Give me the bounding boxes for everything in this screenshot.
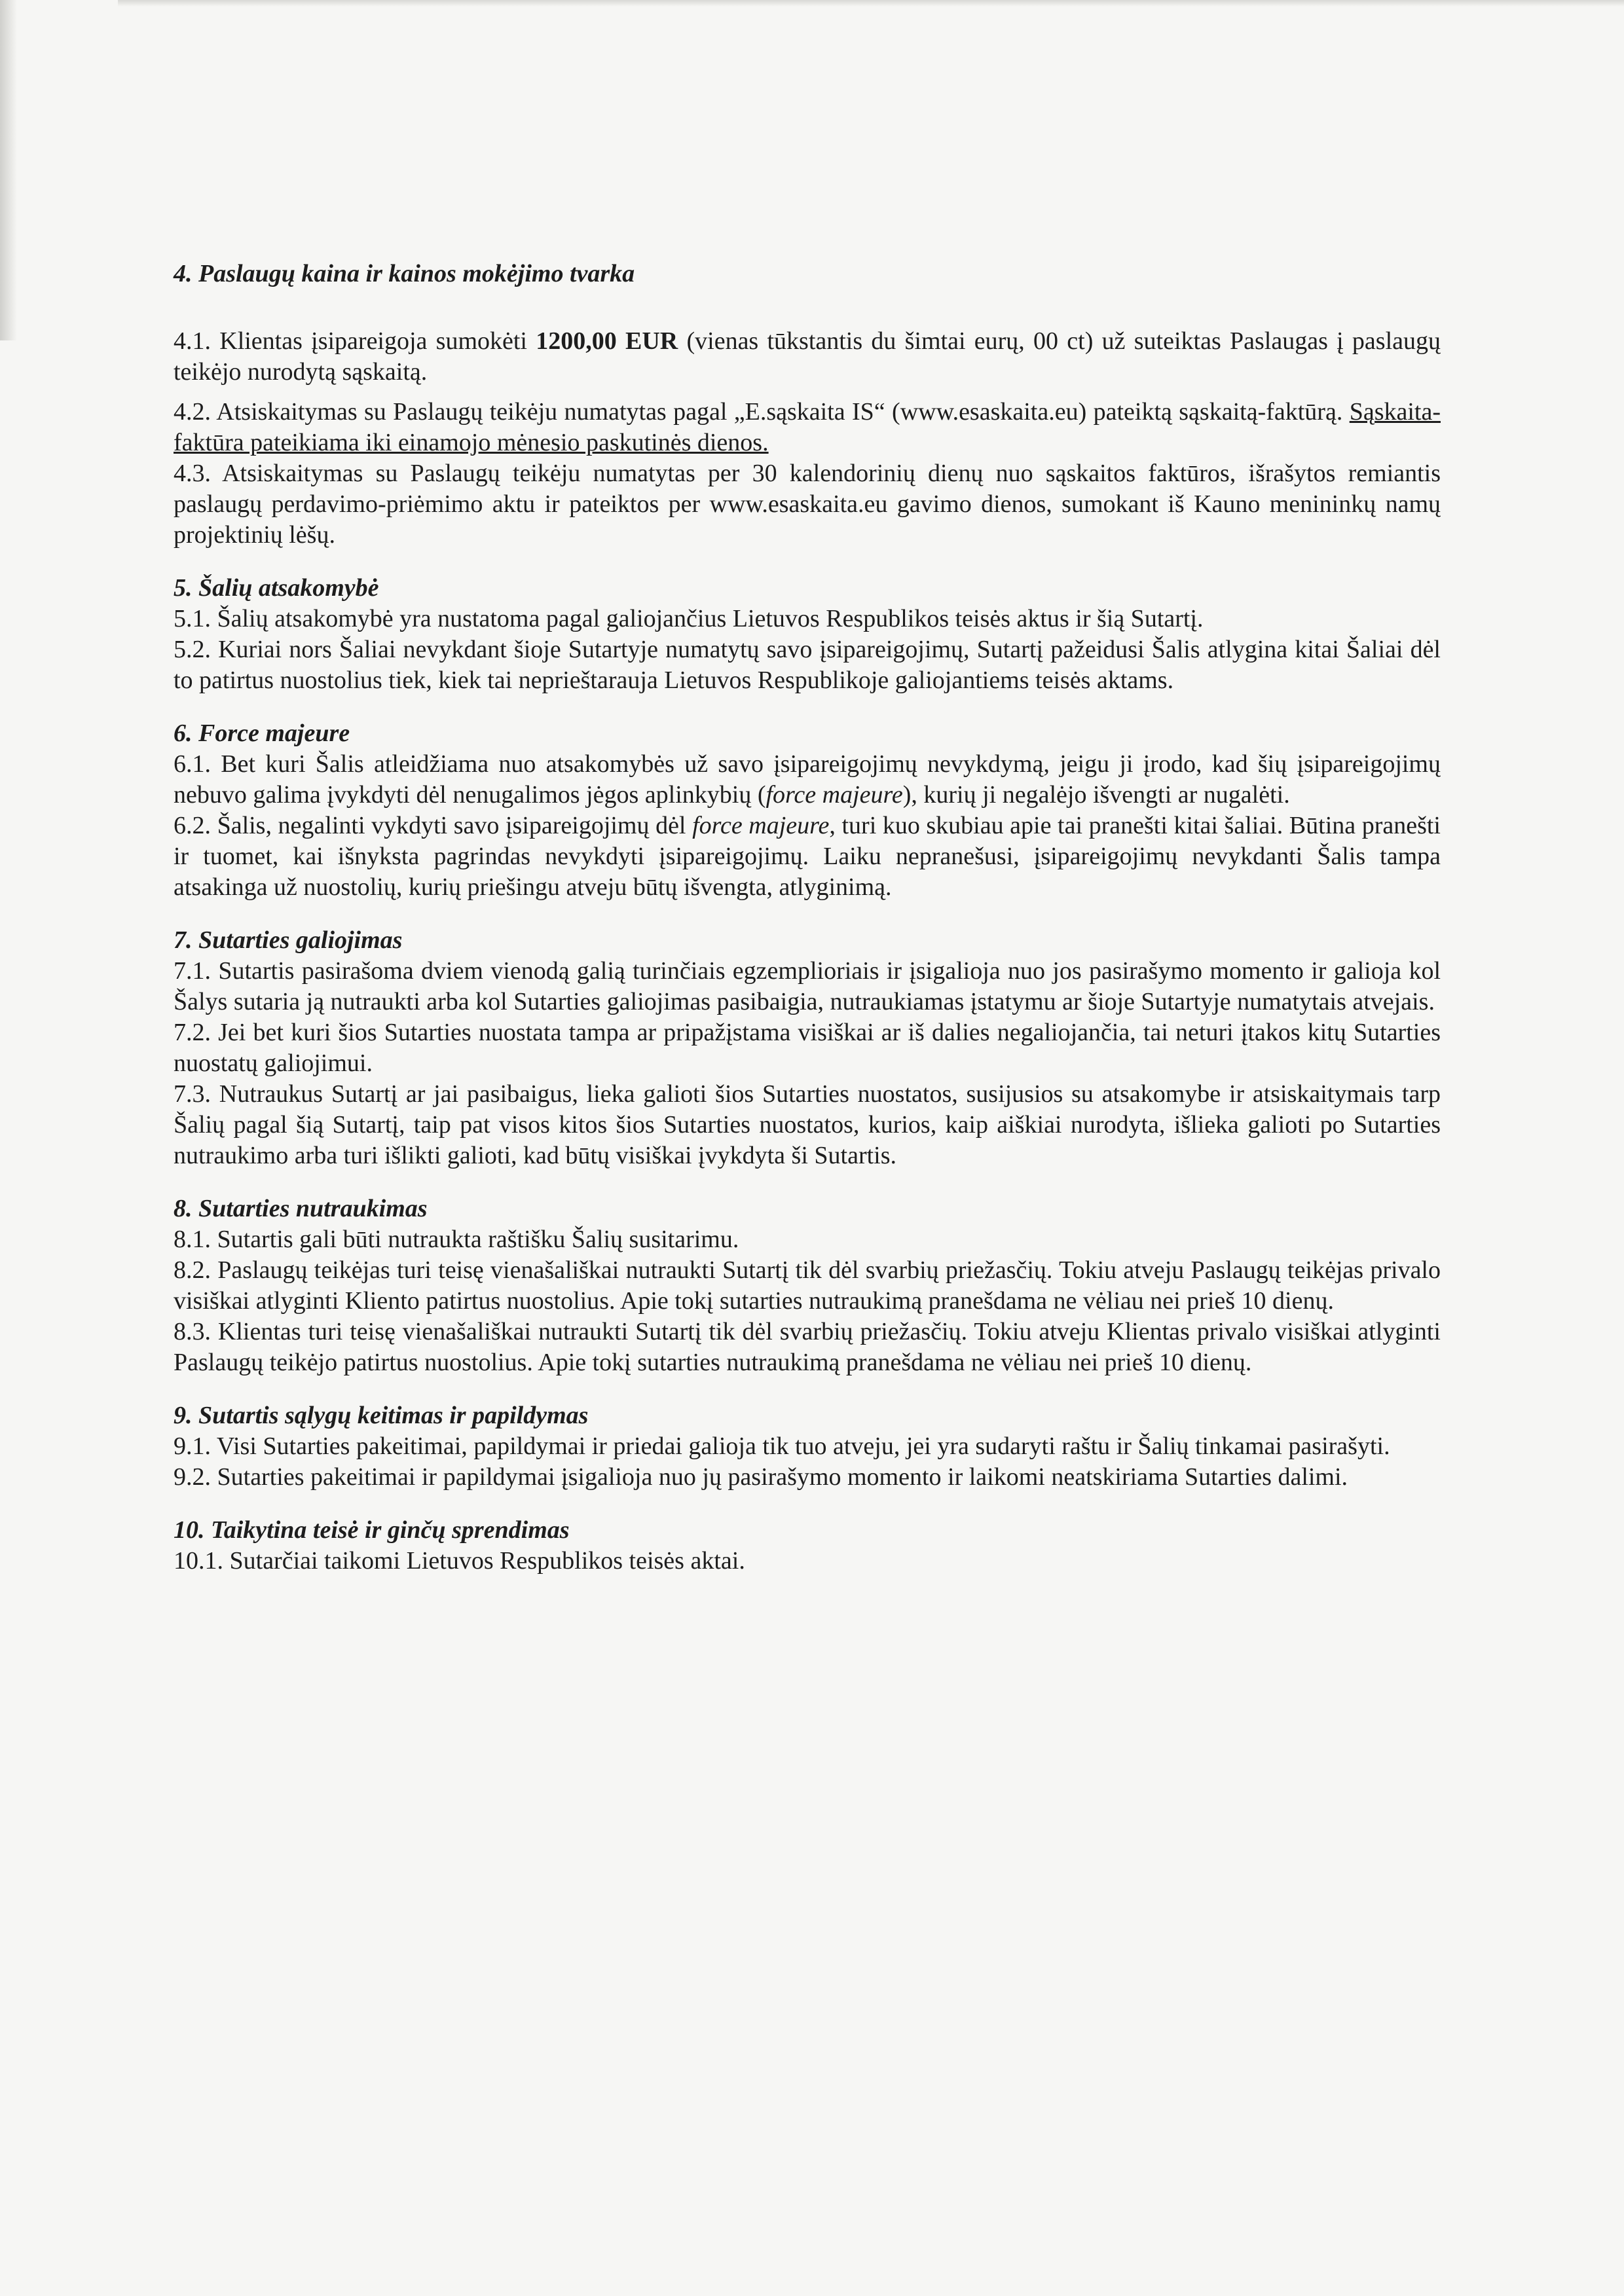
clause-7-1: 7.1. Sutartis pasirašoma dviem vienodą galią turinčiais egzemplioriais ir įsigalioja nuo jos pasirašymo momento ir galioja kol Šalys sutaria ją nutraukti arba kol Sutarties galiojimas pasibaigia, nutraukiamas įstatymu ar šioje Sutartyje numatytais atvejais. — [174, 957, 1441, 1015]
clause-6-1-italic: force majeure — [766, 781, 903, 809]
clause-7-2: 7.2. Jei bet kuri šios Sutarties nuostata tampa ar pripažįstama visiškai ar iš dalies negaliojančia, tai neturi įtakos kitų Sutarties nuostatų galiojimui. — [174, 1019, 1441, 1077]
clause-8-2: 8.2. Paslaugų teikėjas turi teisę vienašališkai nutraukti Sutartį tik dėl svarbių priežasčių. Tokiu atveju Paslaugų teikėjas privalo visiškai atlyginti Kliento patirtus nuostolius. Apie tokį sutarties nutraukimą pranešdama ne vėliau nei prieš 10 dienų. — [174, 1256, 1441, 1315]
clause-7-3: 7.3. Nutraukus Sutartį ar jai pasibaigus, lieka galioti šios Sutarties nuostatos, susijusios su atsakomybe ir atsiskaitymais tarp Šalių pagal šią Sutartį, taip pat visos kitos šios Sutarties nuostatos, kurios, kaip aiškiai nurodyta, išlieka galioti po Sutarties nutraukimo arba turi išlikti galioti, kad būtų visiškai įvykdyta ši Sutartis. — [174, 1080, 1441, 1169]
scan-edge-left — [0, 0, 17, 340]
clause-6-1 — [174, 749, 1441, 811]
clause-4-1-text-a: 4.1. Klientas įsipareigoja sumokėti — [174, 327, 536, 355]
section-10-heading: 10. Taikytina teisė ir ginčų sprendimas — [174, 1516, 570, 1544]
section-5-heading: 5. Šalių atsakomybė — [174, 574, 379, 602]
clause-10-1: 10.1. Sutarčiai taikomi Lietuvos Respublikos teisės aktai. — [174, 1547, 745, 1575]
clause-4-2-text: 4.2. Atsiskaitymas su Paslaugų teikėju numatytas pagal „E.sąskaita IS“ (www.esaskaita.eu) pateiktą sąskaitą-faktūrą. — [174, 398, 1350, 426]
contract-page — [174, 259, 1441, 1576]
section-8-heading: 8. Sutarties nutraukimas — [174, 1195, 428, 1222]
clause-4-2-underlined: Sąskaita-faktūra pateikiama iki einamojo mėnesio paskutinės dienos. — [174, 398, 1441, 456]
price-amount: 1200,00 EUR — [536, 327, 678, 355]
clause-6-2-text-a: 6.2. Šalis, negalinti vykdyti savo įsipareigojimų dėl — [174, 812, 693, 839]
clause-6-1-text-a: 6.1. Bet kuri Šalis atleidžiama nuo atsakomybės už savo įsipareigojimų nevykdymą, jeigu ji įrodo, kad šių įsipareigojimų nebuvo galima įvykdyti dėl nenugalimos jėgos aplinkybių ( — [174, 750, 1441, 809]
clause-5-2: 5.2. Kuriai nors Šaliai nevykdant šioje Sutartyje numatytų savo įsipareigojimų, Sutartį pažeidusi Šalis atlygina kitai Šaliai dėl to patirtus nuostolius tiek, kiek tai neprieštarauja Lietuvos Respublikoje galiojantiems teisės aktams. — [174, 636, 1441, 694]
clause-4-2 — [174, 397, 1441, 458]
clause-9-2: 9.2. Sutarties pakeitimai ir papildymai įsigalioja nuo jų pasirašymo momento ir laikomi neatskiriama Sutarties dalimi. — [174, 1463, 1348, 1491]
clause-5-1: 5.1. Šalių atsakomybė yra nustatoma pagal galiojančius Lietuvos Respublikos teisės aktus ir šią Sutartį. — [174, 605, 1204, 632]
clause-4-1 — [174, 326, 1441, 388]
clause-6-1-text-b: ), kurių ji negalėjo išvengti ar nugalėti. — [902, 781, 1290, 809]
section-4-heading: 4. Paslaugų kaina ir kainos mokėjimo tvarka — [174, 260, 635, 287]
clause-9-1: 9.1. Visi Sutarties pakeitimai, papildymai ir priedai galioja tik tuo atveju, jei yra sudaryti raštu ir Šalių tinkamai pasirašyti. — [174, 1432, 1390, 1460]
clause-4-1-text-b: (vienas tūkstantis du šimtai eurų, 00 ct) už suteiktas Paslaugas į paslaugų teikėjo nurodytą sąskaitą. — [174, 327, 1441, 386]
section-6-heading: 6. Force majeure — [174, 720, 350, 747]
scan-edge-top — [118, 0, 1624, 7]
clause-6-2-italic: force majeure — [692, 812, 830, 839]
section-9-heading: 9. Sutartis sąlygų keitimas ir papildymas — [174, 1402, 589, 1429]
clause-4-3: 4.3. Atsiskaitymas su Paslaugų teikėju numatytas per 30 kalendorinių dienų nuo sąskaitos faktūros, išrašytos remiantis paslaugų perdavimo-priėmimo aktu ir pateiktos per www.esaskaita.eu gavimo dienos, sumokant iš Kauno menininkų namų projektinių lėšų. — [174, 460, 1441, 549]
clause-6-2 — [174, 811, 1441, 903]
section-7-heading: 7. Sutarties galiojimas — [174, 926, 403, 954]
clause-8-1: 8.1. Sutartis gali būti nutraukta raštišku Šalių susitarimu. — [174, 1226, 739, 1253]
clause-6-2-text-b: , turi kuo skubiau apie tai pranešti kitai šaliai. Būtina pranešti ir tuomet, kai išnyksta pagrindas nevykdyti įsipareigojimų. Laiku nepranešusi, įsipareigojimų nevykdanti Šalis tampa atsakinga už nuostolių, kurių priešingu atveju būtų išvengta, atlyginimą. — [174, 812, 1441, 901]
clause-8-3: 8.3. Klientas turi teisę vienašališkai nutraukti Sutartį tik dėl svarbių priežasčių. Tokiu atveju Klientas privalo visiškai atlyginti Paslaugų teikėjo patirtus nuostolius. Apie tokį sutarties nutraukimą pranešdama ne vėliau nei prieš 10 dienų. — [174, 1318, 1441, 1376]
